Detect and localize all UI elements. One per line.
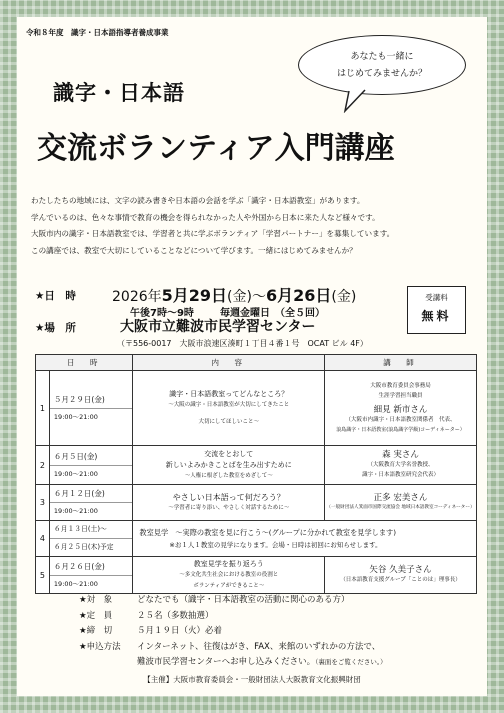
speech-bubble (298, 35, 466, 95)
info-value: 難波市民学習センターへお申し込みください。 (137, 657, 316, 667)
content-line: ボランティアができること～ (193, 582, 265, 589)
info-value: インターネット、往復はがき、FAX、来館のいずれかの方法で、 (137, 641, 381, 652)
info-value: ５月１９日（火）必着 (137, 626, 223, 636)
session-date: ６月１２日(金) (50, 485, 133, 503)
header-datetime: 日 時 (36, 355, 133, 371)
info-value: ２５名（多数抽選） (137, 610, 214, 621)
intro-line: わたしたちの地域には、文字の読み書きや日本語の会話を学ぶ「識字・日本語教室」があります。 (31, 196, 365, 205)
session-date: ５月２９日(金) (50, 391, 133, 409)
session-time: 19:00～21:00 (53, 507, 98, 515)
fee-value: 無料 (421, 309, 452, 323)
content-line: 新しいよみかきことばを生み出すために (165, 460, 292, 469)
info-key: ★定 員 (79, 610, 113, 621)
info-value: どなたでも（識字・日本語教室の活動に関心のある方） (137, 595, 350, 605)
date-year: 2026年 (112, 289, 162, 305)
info-key: ★対 象 (79, 595, 113, 605)
content-line: ※お１人１教室の見学になります。会場・日時は初回にお知らせします。 (169, 540, 382, 549)
content-line: ～学習者に寄り添い、やさしく対話するために～ (168, 504, 290, 511)
intro-text (31, 193, 481, 259)
table-row (36, 485, 477, 521)
instructor-name: 矢谷 久美子さん (369, 565, 432, 575)
session-content (133, 521, 477, 557)
bubble-line-1: あなたも一緒に (350, 52, 414, 62)
content-line: やさしい日本語って何だろう？ (172, 492, 285, 502)
content-line: 識字・日本語教室ってどんなところ？ (169, 389, 289, 398)
intro-line: この講座では、教室で大切にしていることなどについて学びます。一緒にはじめてみませんか？ (31, 245, 357, 255)
header-instructor: 講 師 (325, 355, 477, 371)
flyer-sheet (17, 17, 487, 696)
instructor-name: 細見 新市さん (373, 405, 428, 415)
instructor-note: （大阪教育大学名誉教授、 (367, 462, 434, 468)
session-number: 5 (36, 557, 50, 594)
date-end-weekday: (金) (331, 289, 357, 305)
session-datetime (49, 485, 133, 521)
instructor-note: （一般財団法人箕面市国際交流協会 地域日本語教室コーディネーター） (326, 504, 475, 510)
content-line: ～人権に根ざした教室をめざして～ (184, 472, 273, 479)
title-line-2: 交流ボランティア入門講座 (37, 131, 395, 166)
time-range: 午後7時～9時 (130, 308, 194, 319)
instructor-name: 正多 宏美さん (373, 492, 428, 503)
intro-line: 大阪市内の識字・日本語教室では、学習者と共に学ぶボランティア「学習パートナー」を募集しています。 (31, 229, 395, 238)
table-row (36, 521, 477, 557)
session-time: 19:00～21:00 (53, 579, 98, 588)
session-datetime (49, 557, 133, 594)
session-instructor (325, 446, 477, 485)
venue-address: （〒556-0017 大阪市浪速区湊町１丁目４番１号 OCAT ビル 4F） (117, 339, 368, 348)
content-line: ～多文化共生社会における教室の役割と (179, 571, 279, 578)
instructor-note: 浪島識字・日本語教室(浪島識字学級)コーディネーター） (336, 427, 465, 433)
info-row (79, 593, 387, 609)
date-range (112, 283, 356, 306)
info-note: （裏面をご覧ください。） (315, 658, 387, 666)
content-line: ～大阪の識字・日本語教室が大切にしてきたこと (168, 401, 290, 408)
table-row (36, 557, 477, 594)
date-start-weekday: (金) (227, 289, 252, 305)
instructor-note: 識字・日本語教室研究会代表） (362, 472, 440, 478)
table-row (36, 371, 477, 446)
session-instructor (325, 557, 477, 594)
info-row (79, 609, 387, 625)
title-line-1: 識字・日本語 (53, 81, 185, 105)
session-time: 19:00～21:00 (53, 469, 98, 478)
when-label: ★日 時 (35, 290, 76, 302)
session-datetime (49, 371, 133, 446)
session-number: 2 (36, 446, 50, 485)
content-line: 交流をとおして (204, 449, 254, 458)
schedule-table (35, 354, 477, 594)
footer-organizer: 【主催】大阪市教育委員会・一般財団法人大阪教育文化振興財団 (143, 675, 361, 684)
fee-label: 受講料 (425, 293, 448, 302)
info-block (79, 593, 387, 671)
info-row (79, 655, 387, 671)
date-separator: ～ (251, 289, 266, 305)
content-line: 教室見学 ～実際の教室を見に行こう～(グループに分かれて教室を見学します) (139, 527, 397, 537)
session-time: ６月２５日(木)予定 (53, 543, 114, 551)
content-line: 教室見学を振り返ろう (193, 559, 264, 568)
content-line: 大切にしてほしいこと～ (198, 418, 259, 425)
info-row (79, 640, 387, 656)
instructor-name: 森 実さん (382, 450, 419, 460)
session-date: ６月５日(金) (50, 448, 133, 466)
date-start: 5月29日 (161, 286, 228, 305)
info-row (79, 624, 387, 640)
session-number: 1 (36, 371, 50, 446)
session-instructor (325, 485, 477, 521)
bubble-tail-icon (343, 89, 373, 113)
session-content (133, 371, 325, 446)
instructor-note: （大阪市内識字・日本語教室関係者 代表、 (345, 417, 456, 423)
session-content (133, 557, 325, 594)
venue-name: 大阪市立難波市民学習センター (120, 319, 316, 335)
info-key: ★締 切 (79, 626, 113, 636)
instructor-note: （日本語教育支援グループ「ことのは」理事長） (340, 577, 461, 583)
header-content: 内 容 (133, 355, 325, 371)
session-number: 4 (36, 521, 50, 557)
instructor-note: 生涯学習担当職員 (378, 393, 423, 399)
instructor-note: 大阪市教育委員会事務局 (370, 383, 431, 389)
table-row (36, 446, 477, 485)
info-key: ★申込方法 (79, 641, 121, 652)
session-date: ６月１３日(土)～ (50, 521, 133, 539)
bubble-line-2: はじめてみませんか？ (336, 69, 427, 79)
session-number: 3 (36, 485, 50, 521)
frequency: 毎週金曜日 （全５回） (220, 308, 325, 319)
where-label: ★場 所 (35, 322, 76, 334)
table-header-row (36, 355, 477, 371)
program-label: 令和８年度 識字・日本語指導者養成事業 (26, 28, 169, 37)
session-datetime (49, 446, 133, 485)
session-content (133, 446, 325, 485)
session-date: ６月２６日(金) (50, 558, 133, 576)
session-content (133, 485, 325, 521)
session-time: 19:00～21:00 (53, 412, 98, 421)
fee-box (407, 286, 466, 334)
session-datetime (49, 521, 133, 557)
date-end: 6月26日 (265, 286, 332, 305)
session-instructor (325, 371, 477, 446)
intro-line: 学んでいるのは、色々な事情で教育の機会を得られなかった人や外国から日本に来た人など様々です。 (31, 212, 380, 222)
